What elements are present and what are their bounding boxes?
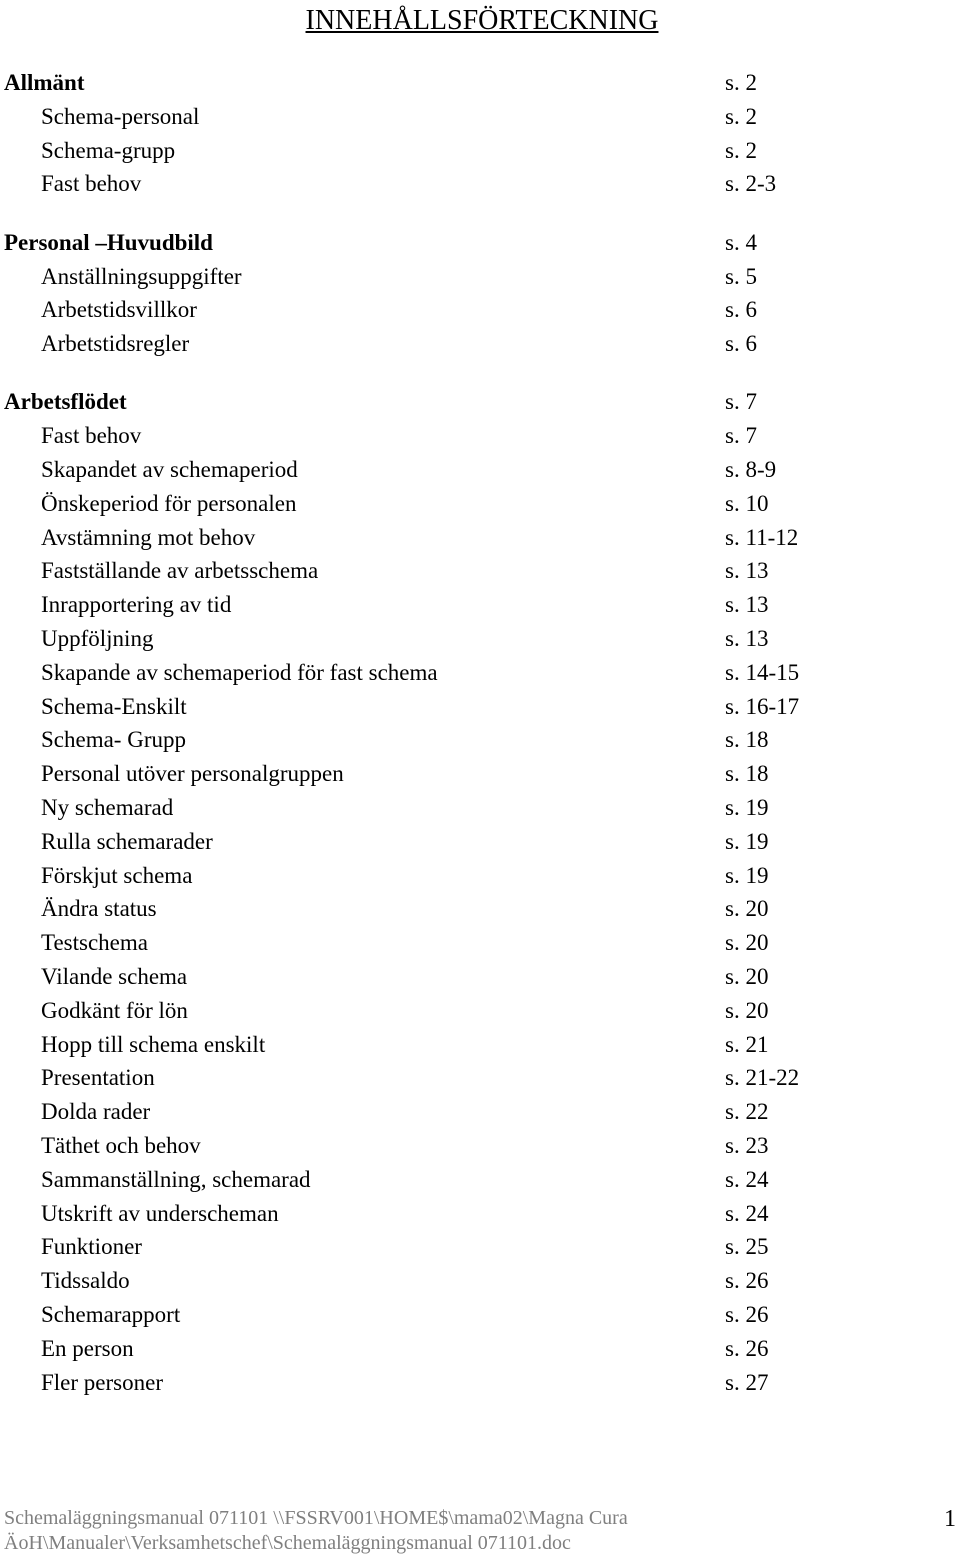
toc-entry-label: Dolda rader <box>41 1099 151 1125</box>
toc-entry-label: Täthet och behov <box>41 1133 201 1158</box>
toc-entry <box>0 1131 900 1161</box>
toc-entry-page: s. 19 <box>725 862 769 888</box>
toc-entry-label: Önskeperiod för personalen <box>41 490 297 516</box>
toc-entry-page: s. 5 <box>725 263 757 289</box>
toc-entry-page: s. 11-12 <box>725 524 799 550</box>
toc-entry-label: Schemarapport <box>41 1302 181 1327</box>
toc-entry <box>0 329 900 359</box>
toc-entry <box>0 1199 900 1229</box>
footer-path-line-1: Schemaläggningsmanual 071101 \\FSSRV001\HOME$\mama02\Magna Cura <box>4 1507 628 1529</box>
toc-entry-label: Testschema <box>41 930 148 956</box>
toc-entry <box>0 102 900 132</box>
toc-entry-label: Funktioner <box>41 1234 142 1260</box>
toc-entry-label: Arbetstidsvillkor <box>41 297 197 323</box>
toc-entry-label: Tidssaldo <box>41 1268 130 1294</box>
toc-entry-page: s. 21 <box>725 1031 769 1057</box>
toc-entry-page: s. 6 <box>725 297 757 323</box>
toc-entry-label: Utskrift av underscheman <box>41 1200 279 1226</box>
toc-entry-page: s. 2-3 <box>725 171 777 197</box>
toc-entry-page: s. 24 <box>725 1166 769 1192</box>
toc-entry-page: s. 14-15 <box>725 659 800 685</box>
toc-entry-page: s. 19 <box>725 828 769 854</box>
toc-entry-page: s. 7 <box>725 423 757 449</box>
toc-entry <box>0 523 900 553</box>
toc-entry-page: s. 23 <box>725 1133 769 1158</box>
toc-entry <box>0 725 900 755</box>
toc-entry-page: s. 13 <box>725 626 769 651</box>
toc-section-heading-page: s. 2 <box>725 70 757 95</box>
toc-section-heading <box>0 68 900 98</box>
toc-entry <box>0 1232 900 1262</box>
toc-entry <box>0 624 900 654</box>
toc-entry-label: Schema-personal <box>41 103 200 129</box>
toc-entry-label: Uppföljning <box>41 626 154 651</box>
toc-entry-label: Arbetstidsregler <box>41 331 190 357</box>
toc-entry <box>0 1097 900 1127</box>
toc-entry-label: Fastställande av arbetsschema <box>41 558 319 584</box>
toc-entry <box>0 169 900 199</box>
toc-section-heading-label: Personal –Huvudbild <box>4 229 213 255</box>
toc-entry <box>0 1300 900 1330</box>
toc-entry <box>0 136 900 166</box>
toc-entry-label: Avstämning mot behov <box>41 524 256 550</box>
toc-entry-label: Godkänt för lön <box>41 997 188 1023</box>
toc-entry-page: s. 27 <box>725 1369 769 1395</box>
toc-entry <box>0 1165 900 1195</box>
page-number: 1 <box>944 1506 956 1532</box>
toc-entry <box>0 590 900 620</box>
toc-entry-label: Skapande av schemaperiod för fast schema <box>41 659 438 685</box>
toc-entry-label: Fler personer <box>41 1369 163 1395</box>
toc-entry <box>0 1368 900 1398</box>
toc-entry-page: s. 21-22 <box>725 1065 800 1091</box>
toc-entry <box>0 928 900 958</box>
toc-entry-page: s. 2 <box>725 137 757 163</box>
toc-entry-page: s. 24 <box>725 1200 769 1226</box>
toc-entry-page: s. 20 <box>725 896 769 922</box>
toc-entry-label: Fast behov <box>41 171 142 197</box>
toc-entry <box>0 1063 900 1093</box>
toc-entry <box>0 827 900 857</box>
toc-entry-label: Rulla schemarader <box>41 828 213 854</box>
page-title: INNEHÅLLSFÖRTECKNING <box>305 5 659 36</box>
toc-entry-page: s. 25 <box>725 1234 769 1260</box>
toc-entry-label: Skapandet av schemaperiod <box>41 457 298 482</box>
toc-entry-label: Schema-grupp <box>41 137 176 163</box>
toc-entry <box>0 1266 900 1296</box>
toc-section-heading-page: s. 7 <box>725 389 757 415</box>
toc-entry <box>0 556 900 586</box>
toc-section-heading <box>0 228 900 258</box>
toc-entry-label: Presentation <box>41 1065 155 1091</box>
toc-entry <box>0 692 900 722</box>
toc-entry-label: Personal utöver personalgruppen <box>41 761 344 787</box>
toc-entry-page: s. 2 <box>725 103 757 129</box>
toc-entry-page: s. 10 <box>725 490 769 516</box>
toc-entry-page: s. 19 <box>725 795 769 820</box>
toc-section-heading-page: s. 4 <box>725 229 757 255</box>
toc-entry-label: En person <box>41 1335 134 1361</box>
toc-section-heading <box>0 387 900 417</box>
toc-entry-page: s. 13 <box>725 558 769 584</box>
toc-entry <box>0 489 900 519</box>
toc-entry-label: Schema-Enskilt <box>41 693 187 719</box>
toc-entry <box>0 1030 900 1060</box>
toc-entry-page: s. 20 <box>725 964 769 989</box>
toc-entry-label: Sammanställning, schemarad <box>41 1166 311 1192</box>
footer-path-line-2: ÄoH\Manualer\Verksamhetschef\Schemaläggningsmanual 071101.doc <box>4 1532 571 1554</box>
toc-entry-label: Ändra status <box>41 896 157 922</box>
toc-entry-page: s. 22 <box>725 1099 769 1125</box>
toc-entry-page: s. 13 <box>725 592 769 618</box>
toc-entry-page: s. 18 <box>725 761 769 787</box>
toc-entry-page: s. 26 <box>725 1268 769 1294</box>
toc-entry <box>0 658 900 688</box>
toc-entry-page: s. 6 <box>725 331 757 357</box>
toc-entry-label: Schema- Grupp <box>41 727 186 753</box>
toc-entry-page: s. 20 <box>725 997 769 1023</box>
toc-entry <box>0 262 900 292</box>
toc-entry-label: Fast behov <box>41 423 142 449</box>
toc-entry <box>0 759 900 789</box>
toc-entry-label: Förskjut schema <box>41 862 193 888</box>
toc-entry <box>0 455 900 485</box>
toc-entry <box>0 1334 900 1364</box>
toc-entry-page: s. 8-9 <box>725 457 777 482</box>
toc-section-heading-label: Allmänt <box>4 70 85 95</box>
toc-entry <box>0 421 900 451</box>
toc-entry-page: s. 20 <box>725 930 769 956</box>
toc-entry-page: s. 16-17 <box>725 693 800 719</box>
toc-entry-label: Inrapportering av tid <box>41 592 232 618</box>
toc-section-heading-label: Arbetsflödet <box>4 389 127 415</box>
toc-entry-page: s. 18 <box>725 727 769 753</box>
toc-entry <box>0 793 900 823</box>
toc-entry <box>0 894 900 924</box>
toc-entry <box>0 996 900 1026</box>
toc-entry-page: s. 26 <box>725 1335 769 1361</box>
toc-entry <box>0 295 900 325</box>
toc-entry-page: s. 26 <box>725 1302 769 1327</box>
toc-entry-label: Anställningsuppgifter <box>41 263 242 289</box>
toc-entry-label: Ny schemarad <box>41 795 174 820</box>
toc-entry <box>0 962 900 992</box>
toc-entry-label: Vilande schema <box>41 964 188 989</box>
toc-entry-label: Hopp till schema enskilt <box>41 1031 266 1057</box>
toc-entry <box>0 861 900 891</box>
